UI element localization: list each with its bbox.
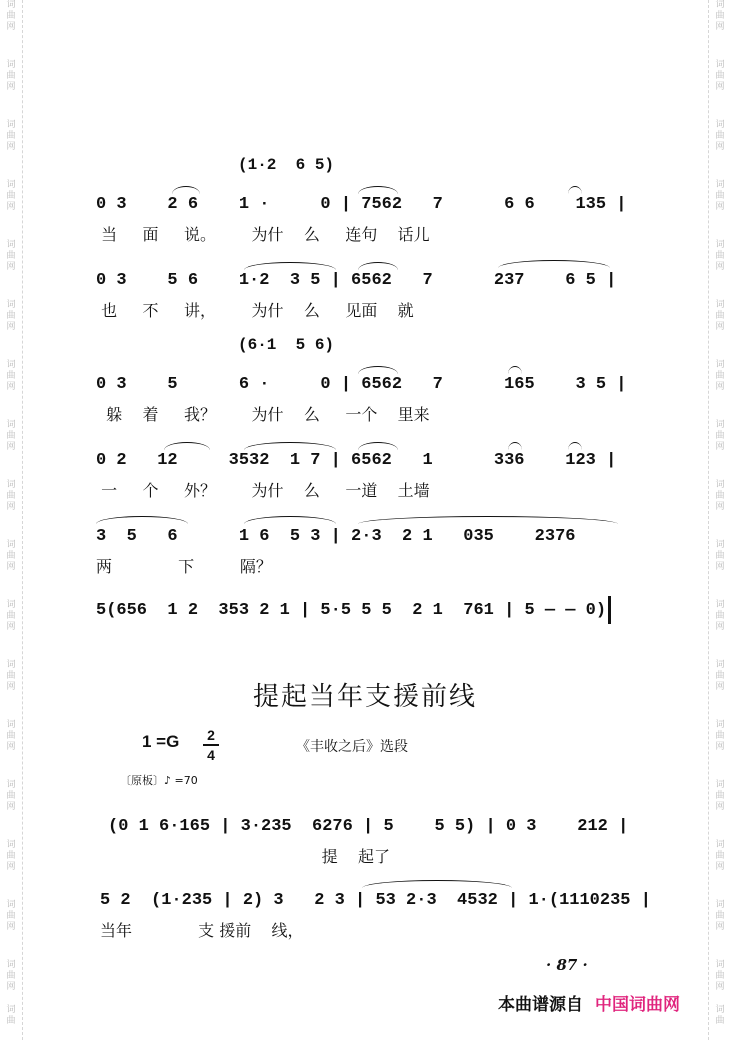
watermark-group: 词 曲 网	[6, 600, 16, 632]
watermark-column-right	[708, 0, 730, 1040]
lyric-line: 当年 支 援前 线，	[100, 921, 304, 940]
slur-mark	[568, 186, 582, 194]
source-note: 《丰收之后》选段	[296, 739, 408, 755]
score-row	[108, 812, 632, 882]
slur-mark	[96, 516, 188, 524]
watermark-group: 词 曲 网	[715, 120, 725, 152]
watermark-group: 词 曲 网	[6, 180, 16, 212]
notation-line: 3 5 6 1 6 5 3 | 2·3 2 1 035 2376	[96, 527, 576, 546]
watermark-group: 词 曲 网	[6, 540, 16, 572]
slur-mark	[498, 260, 610, 268]
slur-mark	[358, 186, 398, 194]
lyric-line: 当 面 说。 为什 么 连句 话儿	[96, 225, 430, 244]
lyric-line: 躲 着 我？ 为什 么 一个 里来	[96, 405, 430, 424]
tempo-marking: 〔原板〕♪ =70	[120, 774, 198, 787]
watermark-group: 词 曲	[6, 1005, 16, 1026]
slur-mark	[244, 262, 336, 270]
watermark-group: 词 曲 网	[715, 0, 725, 32]
score-row	[96, 596, 620, 666]
slur-mark	[358, 262, 398, 270]
slur-mark	[358, 516, 618, 524]
watermark-group: 词 曲 网	[6, 900, 16, 932]
watermark-group: 词 曲 网	[6, 300, 16, 332]
slur-mark	[508, 366, 522, 374]
watermark-group: 词 曲 网	[6, 840, 16, 872]
notation-line: 0 2 12 3532 1 7 | 6562 1 336 123 |	[96, 451, 617, 470]
slur-mark	[568, 442, 582, 450]
intro-phrase: (1·2 6 5)	[238, 156, 335, 174]
watermark-group: 词 曲 网	[715, 300, 725, 332]
watermark-group: 词 曲 网	[715, 180, 725, 212]
slur-mark	[508, 442, 522, 450]
lyric-line: 提 起了	[108, 847, 390, 866]
watermark-group: 词 曲 网	[6, 420, 16, 452]
notation-line: 0 3 5 6 · 0 | 6562 7 165 3 5 |	[96, 375, 627, 394]
time-signature-bottom: 4	[207, 746, 215, 763]
watermark-group: 词 曲 网	[6, 0, 16, 32]
footer-site-link[interactable]: 中国词曲网	[595, 995, 680, 1015]
slur-mark	[164, 442, 210, 450]
watermark-group: 词 曲 网	[6, 240, 16, 272]
watermark-group: 词 曲 网	[715, 540, 725, 572]
slur-mark	[244, 516, 336, 524]
footer-prefix: 本曲谱源自	[498, 995, 583, 1015]
watermark-group: 词 曲 网	[6, 780, 16, 812]
watermark-group: 词 曲 网	[715, 780, 725, 812]
score-row	[100, 886, 651, 956]
slur-mark	[358, 366, 398, 374]
time-signature	[203, 727, 219, 763]
watermark-group: 词 曲	[715, 1005, 725, 1026]
watermark-group: 词 曲 网	[715, 360, 725, 392]
watermark-group: 词 曲 网	[715, 720, 725, 752]
watermark-group: 词 曲 网	[6, 360, 16, 392]
slur-mark	[244, 442, 336, 450]
lyric-line: 一 个 外？ 为什 么 一道 土墙	[96, 481, 430, 500]
intro-phrase: (6·1 5 6)	[238, 336, 335, 354]
watermark-group: 词 曲 网	[6, 960, 16, 992]
time-signature-divider	[203, 744, 219, 746]
watermark-group: 词 曲 网	[715, 600, 725, 632]
notation-line: 5(656 1 2 353 2 1 | 5·5 5 5 2 1 761 | 5 — — 0)	[96, 601, 607, 620]
notation-line: 0 3 5 6 1·2 3 5 | 6562 7 237 6 5 |	[96, 271, 617, 290]
final-barline	[608, 596, 611, 624]
score-row	[96, 446, 620, 516]
notation-line: 0 3 2 6 1 · 0 | 7562 7 6 6 135 |	[96, 195, 627, 214]
watermark-group: 词 曲 网	[715, 840, 725, 872]
footer-credit	[498, 990, 680, 1015]
notation-line: (0 1 6·165 | 3·235 6276 | 5 5 5) | 0 3 212 |	[108, 817, 629, 836]
slur-mark	[358, 442, 398, 450]
watermark-group: 词 曲 网	[6, 720, 16, 752]
watermark-group: 词 曲 网	[715, 480, 725, 512]
score-row	[96, 190, 627, 260]
notation-line: 5 2 (1·235 | 2) 3 2 3 | 53 2·3 4532 | 1·(1110235 |	[100, 891, 651, 910]
time-signature-top: 2	[207, 727, 215, 743]
watermark-group: 词 曲 网	[715, 960, 725, 992]
watermark-group: 词 曲 网	[715, 900, 725, 932]
lyric-line: 也 不 讲， 为什 么 见面 就	[96, 301, 414, 320]
watermark-group: 词 曲 网	[6, 60, 16, 92]
watermark-group: 词 曲 网	[6, 480, 16, 512]
watermark-group: 词 曲 网	[715, 420, 725, 452]
score-row	[96, 370, 627, 440]
watermark-group: 词 曲 网	[715, 660, 725, 692]
key-signature: 1 =G	[142, 732, 180, 751]
watermark-group: 词 曲 网	[715, 240, 725, 272]
watermark-group: 词 曲 网	[6, 120, 16, 152]
score-row	[96, 266, 620, 336]
page-number: · 87 ·	[546, 956, 588, 974]
song-title: 提起当年支援前线	[252, 682, 477, 712]
watermark-group: 词 曲 网	[715, 60, 725, 92]
watermark-group: 词 曲 网	[6, 660, 16, 692]
watermark-column-left	[0, 0, 23, 1040]
score-row	[96, 522, 620, 592]
lyric-line: 两 下 隔？	[96, 557, 272, 576]
slur-mark	[172, 186, 200, 194]
